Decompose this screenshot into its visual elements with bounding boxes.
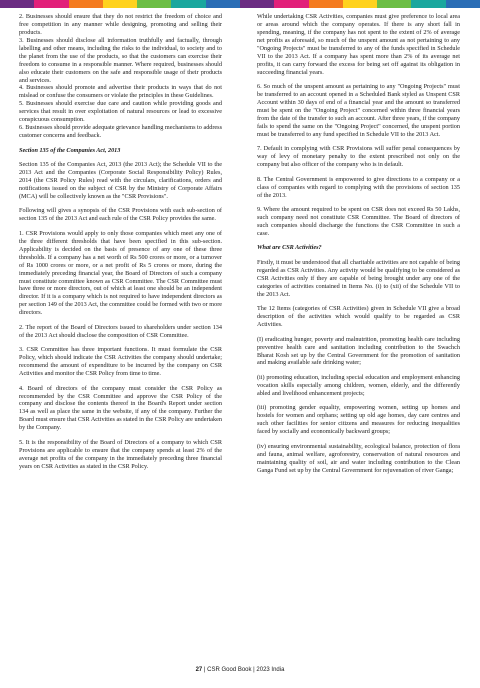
color-bar-segment	[343, 0, 377, 8]
paragraph: 7. Default in complying with CSR Provisions will suffer penal consequences by way of levy of monetary penalty to the extent prescribed not only on the company but also officer of the company who is in default.	[257, 145, 460, 169]
color-bar-segment	[137, 0, 171, 8]
paragraph: 2. The report of the Board of Directors issued to shareholders under section 134 of the 2013 Act should disclose the composition of CSR Committee.	[19, 323, 222, 339]
color-bar-segment	[411, 0, 445, 8]
paragraph: (iv) ensuring environmental sustainability, ecological balance, protection of flora and fauna, animal welfare, agroforestry, conservation of natural resources and maintaining quality of soil, air and water including contribution to the Clean Ganga Fund set up by the Central Government for rejuvenation of river Ganga;	[257, 442, 460, 474]
color-bar-segment	[377, 0, 411, 8]
paragraph: 9. Where the amount required to be spent on CSR does not exceed Rs 50 Lakhs, such company need not constitute CSR Committee. The Board of directors of such companies should discharge the functions the CSR Committee in such a case.	[257, 206, 460, 237]
paragraph: Following will gives a synopsis of the CSR Provisions with each sub-section of section 135 of the 2013 Act and each rule of the CSR Policy provides the same.	[19, 207, 222, 223]
paragraph: 3. Businesses should disclose all information truthfully and factually, through labelling and other means, including the risks to the individual, to society and to the planet from the use of the products, so that the customers can exercise their freedom to consume in a responsible manner. Where required, businesses should also educate their customers on the safe and responsible usage of their products and services.	[19, 36, 222, 84]
left-column	[19, 13, 222, 477]
decorative-color-bar	[0, 0, 480, 8]
section-heading: Section 135 of the Companies Act, 2013	[19, 146, 121, 154]
color-bar-segment	[274, 0, 308, 8]
paragraph: 6. Businesses should provide adequate grievance handling mechanisms to address customer concerns and feedback.	[19, 124, 222, 140]
section-heading: What are CSR Activities?	[257, 244, 322, 252]
paragraph: 4. Businesses should promote and advertise their products in ways that do not mislead or confuse the consumers or violate the principles in these Guidelines.	[19, 84, 222, 100]
footer-title: | CSR Good Book | 2023 India	[203, 667, 285, 673]
color-bar-segment	[103, 0, 137, 8]
paragraph: 6. So much of the unspent amount as pertaining to any "Ongoing Projects" must be transferred to an account opened in a Scheduled Bank styled as Unspent CSR Account within 30 days of end of a financial year and the amount so transferred must be spent on the "Ongoing Project" concerned within three financial years from the date of the transfer to such an account. After three years, if the company fails to spend the same on the "Ongoing Project" concerned, the unspent portion must be transferred to any fund specified in Schedule VII to the 2013 Act.	[257, 83, 460, 138]
paragraph: (ii) promoting education, including special education and employment enhancing vocation skills especially among children, women, elderly, and the differently abled and livelihood enhancement projects;	[257, 373, 460, 397]
color-bar-segment	[171, 0, 205, 8]
color-bar-segment	[446, 0, 480, 8]
page-number: 27	[195, 667, 203, 673]
paragraph: Firstly, it must be understood that all charitable activities are not capable of being regarded as CSR Activities. Any activity would be qualifying to be considered as CSR Activities only if they are capable of being brought under any one of the categories of activities contained in Items No. (i) to (xii) of the Schedule VII to the 2013 Act.	[257, 258, 460, 298]
paragraph: (iii) promoting gender equality, empowering women, setting up homes and hostels for women and orphans; setting up old age homes, day care centres and such other facilities for senior citizens and measures for reducing inequalities faced by socially and economically backward groups;	[257, 404, 460, 436]
right-column	[257, 13, 460, 481]
paragraph: (I) eradicating hunger, poverty and malnutrition, promoting health care including preventive health care and sanitation including contribution to the Swachch Bharat Kosh set up by the Central Government for the promotion of sanitation and making available safe drinking water;	[257, 335, 460, 367]
color-bar-segment	[34, 0, 68, 8]
paragraph: The 12 Items (categories of CSR Activities) given in Schedule VII give a broad description of the activities which would qualify to be regarded as CSR Activities.	[257, 305, 460, 329]
color-bar-segment	[69, 0, 103, 8]
paragraph: 4. Board of directors of the company must consider the CSR Policy as recommended by the CSR Committee and approve the CSR Policy of the company and disclose the contents thereof in the Board's Report under section 134 as well as place the same in the website, if any of the company. Further the Board must ensure that CSR Activities as stated in the CSR Policy are undertaken by the Company.	[19, 384, 222, 432]
paragraph: 3. CSR Committee has three important functions. It must formulate the CSR Policy, which should indicate the CSR Activities the company should undertake; recommend the amount of expenditure to be incurred by the company on CSR Activities and monitor the CSR Policy from time to time.	[19, 346, 222, 378]
paragraph: While undertaking CSR Activities, companies must give preference to local area or areas around which the company operates. If there is any short fall in spending, meaning, if the company has not spent to the extent of 2% of average net profits as aforesaid, so much of the unspent amount as not pertaining to any "Ongoing Projects" must be transferred to any of the funds specified in Schedule VII to the 2013 Act. If a company has spent more than 2% of its average net profits, it can carry forward the excess for being set off against its obligation in succeeding financial years.	[257, 13, 460, 76]
color-bar-segment	[309, 0, 343, 8]
paragraph: Section 135 of the Companies Act, 2013 (the 2013 Act); the Schedule VII to the 2013 Act and the Companies (Corporate Social Responsibility Policy) Rules, 2014 (the CSR Policy Rules) read with the circulars, clarifications, orders and notifications issued on the subject of CSR by the Ministry of Corporate Affairs (MCA) will be collectively known as the "CSR Provisions".	[19, 161, 222, 200]
paragraph: 2. Businesses should ensure that they do not restrict the freedom of choice and free competition in any manner while designing, promoting and selling their products.	[19, 13, 222, 36]
page-footer	[0, 667, 480, 673]
color-bar-segment	[206, 0, 240, 8]
paragraph: 5. Businesses should exercise due care and caution while providing goods and services that result in over exploitation of natural resources or lead to excessive conspicuous consumption.	[19, 100, 222, 124]
paragraph: 8. The Central Government is empowered to give directions to a company or a class of companies with regard to complying with the provisions of section 135 of the 2013.	[257, 175, 460, 199]
paragraph: 1. CSR Provisions would apply to only those companies which meet any one of the three different thresholds that have been specified in this sub-section. Applicability is decided on the basis of presence of any one of these three thresholds. If a company has a net worth of Rs 500 crores or more, or a turnover of Rs 1000 crores or more, or a net profit of Rs 5 crores or more, during the immediately preceding financial year, the Board of Directors of such a company must constitute committee known as CSR Committee. The CSR Committee must have three or more directors, out of which at least one should be an independent director. If it is a company which is not required to have independent directors as per section 149 of the 2013 Act, the committee could be formed with two or more directors.	[19, 229, 222, 317]
color-bar-segment	[0, 0, 34, 8]
paragraph: 5. It is the responsibility of the Board of Directors of a company to which CSR Provisions are applicable to ensure that the company spends at least 2% of the average net profits of the company in the immediately preceding three financial years on CSR Activities as stated in the CSR Policy.	[19, 438, 222, 470]
color-bar-segment	[240, 0, 274, 8]
